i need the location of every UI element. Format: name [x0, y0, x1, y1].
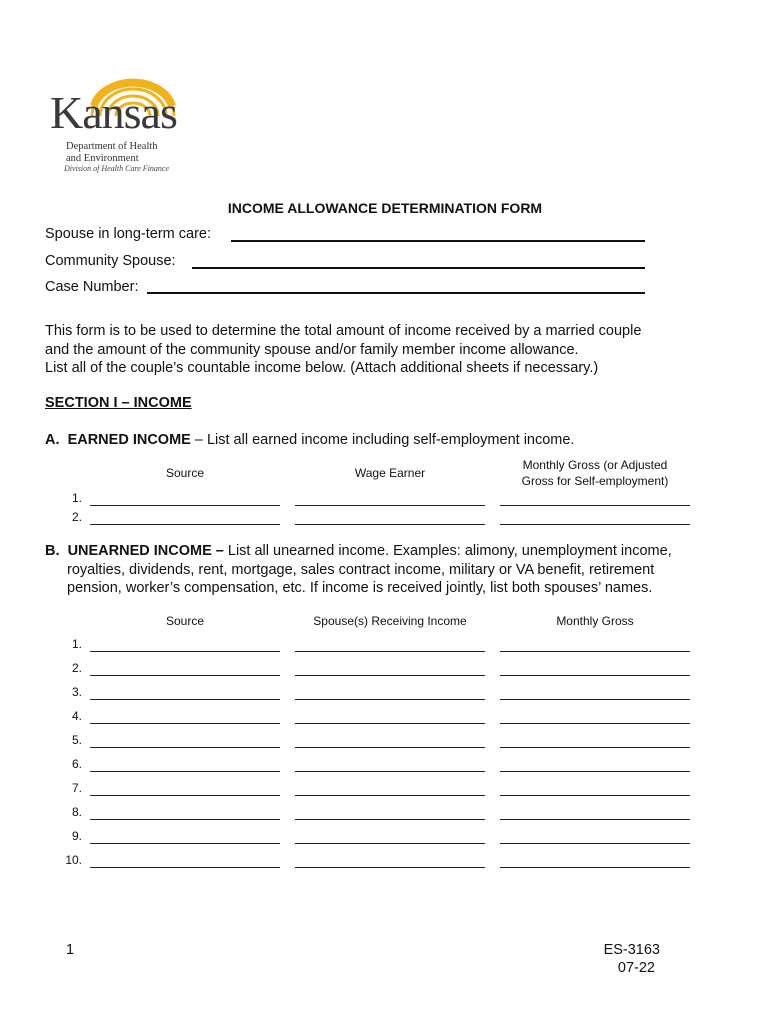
- unearned-source-line[interactable]: [90, 747, 280, 748]
- unearned-source-line[interactable]: [90, 795, 280, 796]
- unearned-desc-2: royalties, dividends, rent, mortgage, sales contract income, military or VA benefit, retirement: [67, 561, 655, 578]
- logo-dept-line2: and Environment: [66, 153, 139, 164]
- unearned-row-number: 9.: [71, 829, 82, 843]
- intro-line-3: List all of the couple’s countable income below. (Attach additional sheets if necessary.): [45, 360, 599, 376]
- earned-row-number: 2.: [71, 510, 82, 524]
- unearned-gross-line[interactable]: [500, 675, 690, 676]
- unearned-source-line[interactable]: [90, 675, 280, 676]
- unearned-middle-line[interactable]: [295, 699, 485, 700]
- unearned-col-source: Source: [165, 614, 205, 628]
- earned-middle-line[interactable]: [295, 524, 485, 525]
- field-label-community-spouse: Community Spouse:: [45, 253, 176, 269]
- unearned-col-spouse: Spouse(s) Receiving Income: [313, 614, 467, 628]
- unearned-row-number: 1.: [71, 637, 82, 651]
- unearned-row-number: 3.: [71, 685, 82, 699]
- earned-source-line[interactable]: [90, 505, 280, 506]
- unearned-gross-line[interactable]: [500, 699, 690, 700]
- intro-line-2: and the amount of the community spouse and/or family member income allowance.: [45, 341, 579, 358]
- field-label-case-number: Case Number:: [45, 279, 139, 295]
- unearned-row-number: 5.: [71, 733, 82, 747]
- unearned-source-line[interactable]: [90, 651, 280, 652]
- form-number: ES-3163: [603, 942, 660, 958]
- field-community-spouse-line[interactable]: [192, 267, 645, 269]
- unearned-letter: B.: [45, 543, 60, 559]
- intro-line-1: This form is to be used to determine the total amount of income received by a married couple: [45, 323, 642, 339]
- form-date: 07-22: [617, 960, 655, 976]
- earned-col-monthly-gross: [500, 457, 690, 489]
- unearned-source-line[interactable]: [90, 723, 280, 724]
- earned-source-line[interactable]: [90, 524, 280, 525]
- earned-col-source: Source: [165, 466, 205, 480]
- unearned-source-line[interactable]: [90, 699, 280, 700]
- unearned-desc-3: pension, worker’s compensation, etc. If income is received jointly, list both spouses’ names.: [67, 580, 653, 596]
- unearned-source-line[interactable]: [90, 843, 280, 844]
- unearned-middle-line[interactable]: [295, 651, 485, 652]
- earned-income-heading: [45, 431, 574, 450]
- earned-middle-line[interactable]: [295, 505, 485, 506]
- unearned-desc-1: List all unearned income. Examples: alimony, unemployment income,: [223, 543, 672, 559]
- section-heading: SECTION I – INCOME: [45, 395, 192, 411]
- unearned-row-number: 10.: [65, 853, 82, 867]
- unearned-gross-line[interactable]: [500, 795, 690, 796]
- unearned-middle-line[interactable]: [295, 771, 485, 772]
- earned-title: EARNED INCOME: [67, 432, 191, 448]
- unearned-middle-line[interactable]: [295, 723, 485, 724]
- unearned-income-heading: [45, 542, 672, 598]
- earned-desc: – List all earned income including self-employment income.: [190, 432, 575, 448]
- field-case-number-line[interactable]: [147, 292, 645, 294]
- logo-wordmark: Kansas: [50, 87, 177, 138]
- intro-paragraph: [45, 322, 725, 378]
- kdhe-logo: [50, 78, 180, 178]
- unearned-source-line[interactable]: [90, 819, 280, 820]
- unearned-gross-line[interactable]: [500, 651, 690, 652]
- field-spouse-ltc-line[interactable]: [231, 240, 645, 242]
- unearned-middle-line[interactable]: [295, 867, 485, 868]
- unearned-title: UNEARNED INCOME –: [67, 543, 224, 559]
- unearned-row-number: 6.: [71, 757, 82, 771]
- unearned-gross-line[interactable]: [500, 747, 690, 748]
- unearned-source-line[interactable]: [90, 867, 280, 868]
- page-number: 1: [66, 942, 75, 958]
- earned-col3-line1: Monthly Gross (or Adjusted: [522, 458, 668, 472]
- unearned-col-monthly-gross: Monthly Gross: [556, 614, 634, 628]
- unearned-middle-line[interactable]: [295, 747, 485, 748]
- unearned-row-number: 8.: [71, 805, 82, 819]
- unearned-middle-line[interactable]: [295, 819, 485, 820]
- unearned-gross-line[interactable]: [500, 867, 690, 868]
- unearned-middle-line[interactable]: [295, 843, 485, 844]
- earned-row-number: 1.: [71, 491, 82, 505]
- unearned-gross-line[interactable]: [500, 843, 690, 844]
- field-label-spouse-ltc: Spouse in long-term care:: [45, 226, 212, 242]
- unearned-middle-line[interactable]: [295, 675, 485, 676]
- logo-division: Division of Health Care Finance: [64, 164, 170, 173]
- unearned-source-line[interactable]: [90, 771, 280, 772]
- logo-department: [66, 141, 158, 165]
- earned-col-wage-earner: Wage Earner: [354, 466, 426, 480]
- earned-col3-line2: Gross for Self-employment): [521, 474, 669, 488]
- earned-gross-line[interactable]: [500, 505, 690, 506]
- unearned-gross-line[interactable]: [500, 819, 690, 820]
- unearned-gross-line[interactable]: [500, 771, 690, 772]
- unearned-row-number: 7.: [71, 781, 82, 795]
- earned-letter: A.: [45, 432, 60, 448]
- unearned-row-number: 2.: [71, 661, 82, 675]
- unearned-gross-line[interactable]: [500, 723, 690, 724]
- unearned-row-number: 4.: [71, 709, 82, 723]
- unearned-middle-line[interactable]: [295, 795, 485, 796]
- earned-gross-line[interactable]: [500, 524, 690, 525]
- form-title: INCOME ALLOWANCE DETERMINATION FORM: [227, 200, 543, 216]
- logo-dept-line1: Department of Health: [66, 141, 158, 152]
